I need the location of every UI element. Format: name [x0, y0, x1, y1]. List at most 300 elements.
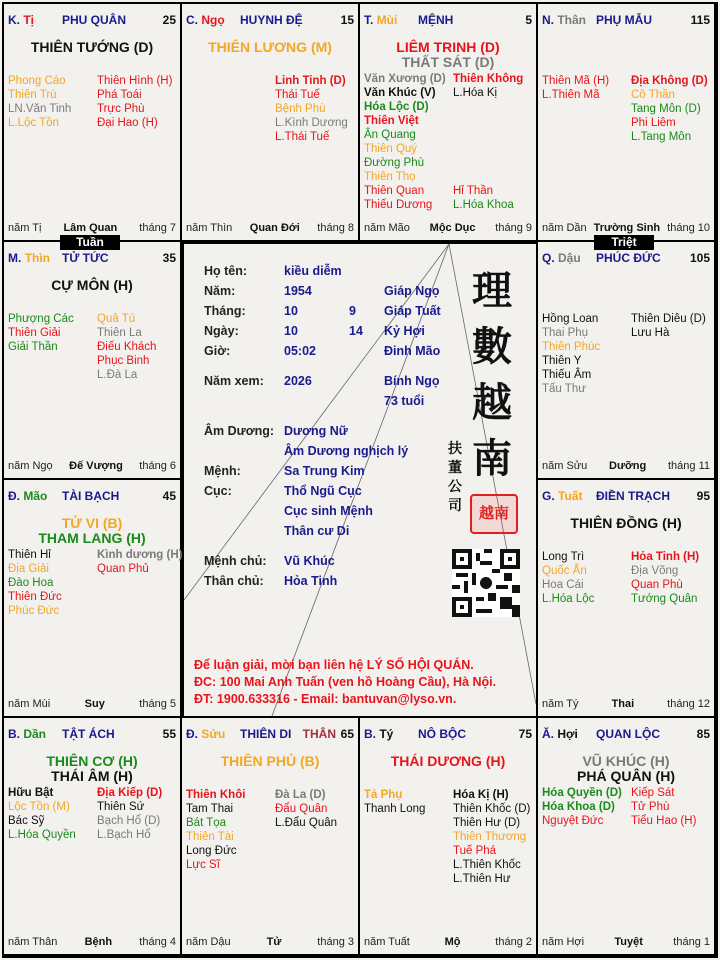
palace-cell[interactable]: [360, 4, 536, 240]
minor-star: Đại Hao (H): [97, 117, 158, 129]
menh-chu-value: Vũ Khúc: [284, 554, 335, 568]
palace-can-chi: [8, 251, 50, 265]
chi-label: Hợi: [557, 727, 578, 741]
minor-star: Văn Khúc (V): [364, 87, 436, 99]
minor-star: Phá Toái: [97, 89, 142, 101]
palace-name: HUYNH ĐỆ: [240, 13, 303, 27]
minor-star: Đà La (D): [275, 789, 326, 801]
life-stage: Trường Sinh: [593, 222, 661, 234]
minor-star: Điếu Khách: [97, 341, 157, 353]
footer-month: tháng 12: [667, 698, 710, 710]
main-star: THIÊN CƠ (H): [46, 753, 138, 769]
minor-stars-right: [97, 786, 162, 842]
palace-footer: [542, 698, 710, 711]
minor-star: Thiên Mã (H): [542, 75, 610, 87]
palace-name: PHU QUÂN: [62, 13, 127, 27]
minor-star: L.Đà La: [97, 369, 138, 381]
minor-star: Thiên Sứ: [97, 801, 145, 813]
minor-star: Đẩu Quân: [275, 803, 328, 815]
minor-star: L.Tang Môn: [631, 131, 692, 143]
minor-stars-right: [97, 74, 172, 130]
palace-header: [186, 727, 354, 741]
minor-star: LN.Văn Tinh: [8, 103, 72, 115]
minor-star: Hóa Quyền (D): [542, 787, 622, 799]
minor-star: Nguyệt Đức: [542, 815, 604, 827]
year-value: 1954: [284, 284, 312, 298]
contact-address: ĐC: 100 Mai Anh Tuấn (ven hồ Hoàng Cầu), Hà Nội.: [194, 675, 497, 689]
can-label: T.: [364, 13, 374, 27]
minor-star: Hỉ Thần: [453, 185, 494, 197]
palace-can-chi: [542, 727, 578, 741]
minor-star: Linh Tinh (D): [275, 75, 346, 87]
view-year-label: Năm xem:: [204, 374, 264, 388]
palace-header: [364, 13, 532, 27]
palace-header: [542, 13, 710, 27]
main-star: THIÊN TƯỚNG (D): [30, 39, 154, 55]
footer-year: năm Sửu: [542, 460, 588, 472]
palace-header: [8, 727, 176, 741]
main-star: VŨ KHÚC (H): [582, 753, 670, 769]
minor-stars-right: [97, 312, 156, 382]
palace-age-number: 55: [162, 727, 176, 741]
minor-star: Kiếp Sát: [631, 787, 675, 799]
year-label: Năm:: [204, 284, 236, 298]
palace-header: [8, 13, 176, 27]
minor-star: Giải Thần: [8, 341, 58, 353]
palace-age-number: 115: [690, 13, 710, 27]
logo-small-text: 扶董公司: [448, 441, 462, 514]
hour-label: Giờ:: [204, 344, 231, 358]
minor-star: Đào Hoa: [8, 577, 54, 589]
than-chu-label: Thân chủ:: [204, 574, 264, 588]
tuan-marker: Tuần: [60, 235, 120, 250]
minor-star: Tam Thai: [186, 803, 234, 815]
footer-month: tháng 5: [139, 698, 176, 710]
footer-year: năm Tị: [8, 222, 42, 234]
minor-star: Hóa Kị (H): [453, 789, 509, 801]
minor-star: Bệnh Phù: [275, 103, 326, 115]
minor-star: L.Kình Dương: [275, 117, 348, 129]
minor-stars-left: [8, 548, 62, 618]
palace-age-number: 35: [162, 251, 176, 265]
main-star: THÁI ÂM (H): [51, 768, 133, 784]
main-star: LIÊM TRINH (D): [396, 39, 500, 55]
minor-stars-right: [631, 74, 708, 144]
can-label: G.: [542, 489, 555, 503]
palace-age-number: 25: [162, 13, 176, 27]
main-star: THẤT SÁT (D): [401, 54, 495, 70]
can-label: B.: [8, 727, 20, 741]
minor-star: L.Hóa Quyền: [8, 829, 76, 841]
chi-label: Dậu: [558, 251, 581, 265]
footer-month: tháng 6: [139, 460, 176, 472]
month-label: Tháng:: [204, 304, 246, 318]
minor-star: Thiên Quan: [364, 185, 425, 197]
palace-can-chi: [542, 13, 586, 27]
cuc-label: Cục:: [204, 484, 232, 498]
palace-age-number: 45: [162, 489, 176, 503]
palace-cell[interactable]: [538, 4, 714, 240]
minor-star: Phong Cáo: [8, 75, 66, 87]
life-stage: Mộc Dục: [429, 222, 476, 234]
minor-star: Thiên Không: [453, 73, 524, 85]
minor-star: Địa Kiếp (D): [97, 787, 163, 799]
footer-year: năm Hợi: [542, 936, 585, 948]
minor-star: L.Hóa Kị: [453, 87, 498, 99]
can-label: Đ.: [186, 727, 198, 741]
minor-star: L.Lộc Tồn: [8, 117, 59, 129]
minor-star: L.Hóa Lộc: [542, 593, 595, 605]
minor-star: L.Thiên Khốc: [453, 859, 521, 871]
footer-year: năm Dần: [542, 222, 587, 234]
minor-stars-right: [275, 74, 348, 144]
minor-star: Hỏa Tinh (H): [631, 551, 700, 563]
footer-year: năm Tuất: [364, 936, 410, 948]
minor-star: Thiên Việt: [364, 115, 419, 127]
can-label: Ă.: [542, 727, 554, 741]
menh-chu-label: Mệnh chủ:: [204, 554, 267, 568]
life-stage: Tử: [266, 936, 282, 948]
life-stage: Bệnh: [84, 936, 113, 948]
minor-star: L.Thái Tuế: [275, 131, 330, 143]
minor-star: L.Thiên Mã: [542, 89, 600, 101]
palace-footer: [8, 936, 176, 949]
cuc-note-1: Cục sinh Mệnh: [284, 504, 373, 518]
minor-star: Phúc Đức: [8, 605, 60, 617]
minor-star: Lưu Hà: [631, 327, 670, 339]
main-stars: [4, 754, 180, 784]
footer-month: tháng 1: [673, 936, 710, 948]
palace-name: NÔ BỘC: [418, 727, 466, 741]
minor-stars-left: [8, 786, 76, 842]
palace-cell[interactable]: [4, 718, 180, 954]
palace-footer: [8, 698, 176, 711]
minor-star: L.Bạch Hổ: [97, 829, 151, 841]
minor-star: Thiên Trù: [8, 89, 57, 101]
minor-star: Thiên Tài: [186, 831, 234, 843]
minor-star: L.Hóa Khoa: [453, 199, 514, 211]
minor-star: Thiên Diêu (D): [631, 313, 706, 325]
than-marker: THÂN: [302, 727, 336, 741]
footer-month: tháng 10: [667, 222, 710, 234]
life-stage: Tuyệt: [614, 936, 643, 948]
palace-can-chi: [8, 727, 46, 741]
palace-cell[interactable]: [538, 480, 714, 716]
life-stage: Mộ: [444, 936, 461, 948]
view-year-canchi: Bính Ngọ: [384, 374, 440, 388]
minor-stars-left: [364, 72, 446, 212]
minor-star: Thiên Đức: [8, 591, 62, 603]
minor-stars-right: [453, 788, 530, 886]
amduong-value: Dương Nữ: [284, 424, 348, 438]
footer-year: năm Thân: [8, 936, 58, 948]
main-star: THIÊN LƯƠNG (M): [208, 39, 332, 55]
minor-star: Tử Phù: [631, 801, 670, 813]
chi-label: Sửu: [201, 727, 226, 741]
minor-star: Quốc Ấn: [542, 565, 587, 577]
minor-star: Hồng Loan: [542, 313, 599, 325]
logo-char-3: 越: [472, 379, 512, 426]
than-chu-value: Hỏa Tinh: [284, 574, 338, 588]
palace-can-chi: [542, 489, 582, 503]
minor-star: Thiên Y: [542, 355, 582, 367]
palace-footer: [186, 936, 354, 949]
footer-year: năm Dậu: [186, 936, 231, 948]
palace-cell[interactable]: [4, 242, 180, 478]
minor-stars-left: [364, 788, 425, 816]
triet-marker: Triệt: [594, 235, 654, 250]
minor-stars-left: [8, 312, 74, 354]
chi-label: Ngọ: [201, 13, 225, 27]
month-canchi: Giáp Tuất: [384, 304, 441, 318]
minor-star: L.Thiên Hư: [453, 873, 511, 885]
life-stage: Suy: [84, 698, 105, 710]
footer-year: năm Mão: [364, 222, 410, 234]
footer-year: năm Tý: [542, 698, 579, 710]
main-stars: [182, 754, 358, 769]
minor-star: Tang Môn (D): [631, 103, 701, 115]
minor-star: Tấu Thư: [542, 383, 586, 395]
palace-footer: [364, 222, 532, 235]
can-label: C.: [186, 13, 198, 27]
minor-stars-right: [631, 786, 696, 828]
palace-can-chi: [542, 251, 581, 265]
minor-stars-left: [542, 312, 600, 396]
palace-cell[interactable]: [182, 718, 358, 954]
chi-label: Tuất: [558, 489, 583, 503]
chi-label: Thìn: [24, 251, 51, 265]
palace-cell[interactable]: [538, 242, 714, 478]
minor-star: Địa Không (D): [631, 75, 708, 87]
minor-star: Thiên Giải: [8, 327, 61, 339]
palace-can-chi: [364, 13, 397, 27]
main-stars: [4, 516, 180, 546]
minor-star: Địa Võng: [631, 565, 679, 577]
main-star: PHÁ QUÂN (H): [577, 768, 675, 784]
hour-canchi: Đinh Mão: [384, 344, 441, 358]
palace-header: [542, 251, 710, 265]
palace-name: PHỤ MẪU: [596, 13, 652, 27]
menh-value: Sa Trung Kim: [284, 464, 365, 478]
footer-month: tháng 3: [317, 936, 354, 948]
minor-star: Thiên Quý: [364, 143, 418, 155]
minor-star: Thiên Thọ: [364, 171, 416, 183]
minor-star: Thiên Hình (H): [97, 75, 173, 87]
minor-star: Thiên Khôi: [186, 789, 246, 801]
minor-star: Thiên Phúc: [542, 341, 601, 353]
logo-char-4: 南: [472, 435, 512, 482]
palace-cell[interactable]: [4, 480, 183, 716]
minor-star: Thiên Hỉ: [8, 549, 51, 561]
minor-star: Tướng Quân: [631, 593, 698, 605]
palace-name: TÀI BẠCH: [62, 489, 120, 503]
chi-label: Mão: [23, 489, 48, 503]
minor-star: Địa Giải: [8, 563, 49, 575]
hour-value: 05:02: [284, 344, 316, 358]
minor-star: Thiên Khốc (D): [453, 803, 531, 815]
palace-can-chi: [186, 727, 225, 741]
minor-stars-left: [542, 74, 609, 102]
life-stage: Dưỡng: [609, 460, 647, 472]
palace-age-number: 15: [340, 13, 354, 27]
palace-name: TẬT ÁCH: [62, 727, 115, 741]
minor-star: Thai Phụ: [542, 327, 589, 339]
can-label: Đ.: [8, 489, 20, 503]
year-canchi: Giáp Ngọ: [384, 284, 440, 298]
minor-star: Bạch Hổ (D): [97, 815, 161, 827]
palace-age-number: 75: [518, 727, 532, 741]
palace-footer: [542, 936, 710, 949]
main-star: THAM LANG (H): [38, 530, 146, 546]
footer-month: tháng 9: [495, 222, 532, 234]
qr-code[interactable]: [452, 548, 520, 618]
palace-name: QUAN LỘC: [596, 727, 660, 741]
minor-star: Tuế Phá: [453, 845, 497, 857]
minor-stars-right: [97, 548, 182, 576]
age-value: 73 tuổi: [384, 394, 425, 408]
red-seal: [470, 494, 518, 534]
palace-header: [8, 251, 176, 265]
life-stage: Quan Đới: [249, 222, 300, 234]
minor-star: Lực Sĩ: [186, 859, 220, 871]
main-stars: [360, 754, 536, 769]
palace-age-number: 5: [525, 13, 532, 27]
palace-age-number: 105: [689, 251, 710, 265]
view-year-value: 2026: [284, 374, 312, 388]
minor-star: Phi Liêm: [631, 117, 676, 129]
minor-star: Hóa Khoa (D): [542, 801, 615, 813]
minor-stars-right: [631, 312, 706, 340]
palace-age-number: 65: [340, 727, 354, 741]
palace-name: TỬ TỨC: [62, 251, 109, 265]
palace-cell[interactable]: [4, 4, 180, 240]
palace-name: ĐIỀN TRẠCH: [596, 489, 670, 503]
minor-star: Bát Tọa: [186, 817, 227, 829]
footer-month: tháng 8: [317, 222, 354, 234]
minor-star: Đường Phù: [364, 157, 424, 169]
footer-month: tháng 11: [667, 460, 710, 472]
minor-star: Hóa Lộc (D): [364, 101, 429, 113]
day-canchi: Kỷ Hợi: [384, 324, 425, 338]
palace-footer: [8, 222, 176, 235]
logo-char-1: 理: [472, 267, 512, 314]
can-label: N.: [542, 13, 554, 27]
name-value: kiều diễm: [284, 264, 342, 278]
main-stars: [538, 754, 714, 784]
main-stars: [182, 40, 358, 55]
minor-star: Hoa Cái: [542, 579, 584, 591]
can-label: Q.: [542, 251, 555, 265]
logo-char-2: 數: [472, 323, 512, 370]
minor-star: Thiên Hư (D): [453, 817, 521, 829]
footer-month: tháng 2: [495, 936, 532, 948]
chi-label: Mùi: [376, 13, 398, 27]
minor-star: Long Đức: [186, 845, 237, 857]
seal-text: 越南: [478, 505, 509, 522]
main-star: THIÊN PHỦ (B): [220, 753, 320, 769]
main-star: TỬ VI (B): [61, 515, 123, 531]
cuc-note-2: Thân cư Di: [284, 524, 350, 538]
minor-star: Phượng Các: [8, 313, 74, 325]
minor-star: Thiếu Dương: [364, 199, 433, 211]
minor-stars-left: [542, 786, 622, 828]
footer-year: năm Ngọ: [8, 460, 53, 472]
life-stage: Lâm Quan: [63, 222, 118, 234]
center-info-panel: [184, 244, 536, 716]
minor-stars-right: [453, 72, 523, 100]
palace-header: [186, 13, 354, 27]
menh-label: Mệnh:: [204, 464, 241, 478]
minor-star: Văn Xương (D): [364, 73, 446, 85]
minor-stars-left: [8, 74, 71, 130]
minor-stars-left: [186, 788, 245, 872]
main-stars: [4, 278, 180, 293]
main-star: THIÊN ĐỒNG (H): [570, 515, 682, 531]
minor-star: L.Đẩu Quân: [275, 817, 338, 829]
life-stage: Thai: [611, 698, 635, 710]
contact-line-1: Để luận giải, mời bạn liên hệ LÝ SỐ HỘI QUÁN.: [194, 658, 474, 672]
palace-cell[interactable]: [360, 718, 536, 954]
life-stage: Đế Vượng: [69, 460, 123, 472]
minor-star: Tả Phụ: [364, 789, 403, 801]
minor-star: Cô Thần: [631, 89, 675, 101]
palace-cell[interactable]: [538, 718, 714, 954]
palace-header: [542, 727, 710, 741]
minor-stars-right: [631, 550, 699, 606]
chi-label: Tị: [23, 13, 35, 27]
minor-star: Quan Phù: [631, 579, 683, 591]
contact-phone-email[interactable]: ĐT: 1900.633316 - Email: bantuvan@lyso.vn.: [194, 692, 457, 706]
palace-can-chi: [8, 489, 47, 503]
minor-star: Lộc Tồn (M): [8, 801, 70, 813]
footer-month: tháng 4: [139, 936, 176, 948]
month-solar: 10: [284, 304, 298, 318]
can-label: B.: [364, 727, 376, 741]
minor-star: Trực Phù: [97, 103, 145, 115]
palace-name: THIÊN DI: [240, 727, 292, 741]
chi-label: Thân: [557, 13, 587, 27]
main-star: THÁI DƯƠNG (H): [390, 753, 506, 769]
palace-can-chi: [186, 13, 225, 27]
month-lunar: 9: [349, 304, 356, 318]
minor-star: Thiếu Âm: [542, 369, 592, 381]
day-label: Ngày:: [204, 324, 239, 338]
minor-star: Long Trì: [542, 551, 585, 563]
minor-star: Phục Binh: [97, 355, 150, 367]
minor-stars-overflow: [453, 184, 514, 212]
palace-footer: [542, 222, 710, 235]
minor-star: Kình dương (H): [97, 549, 183, 561]
cuc-value: Thổ Ngũ Cục: [284, 484, 362, 498]
palace-footer: [8, 460, 176, 473]
chi-label: Tý: [379, 727, 394, 741]
minor-star: Hữu Bật: [8, 787, 54, 799]
can-label: M.: [8, 251, 22, 265]
footer-year: năm Mùi: [8, 698, 51, 710]
palace-age-number: 85: [696, 727, 710, 741]
palace-age-number: 95: [696, 489, 710, 503]
palace-can-chi: [364, 727, 393, 741]
minor-star: Thái Tuế: [275, 89, 320, 101]
minor-star: Thanh Long: [364, 803, 426, 815]
palace-header: [542, 489, 710, 503]
minor-star: Ân Quang: [364, 129, 416, 141]
palace-name: MỆNH: [418, 13, 454, 27]
main-stars: [4, 40, 180, 55]
minor-star: Tiểu Hao (H): [631, 815, 697, 827]
palace-cell[interactable]: [182, 4, 358, 240]
minor-star: Quả Tú: [97, 313, 136, 325]
